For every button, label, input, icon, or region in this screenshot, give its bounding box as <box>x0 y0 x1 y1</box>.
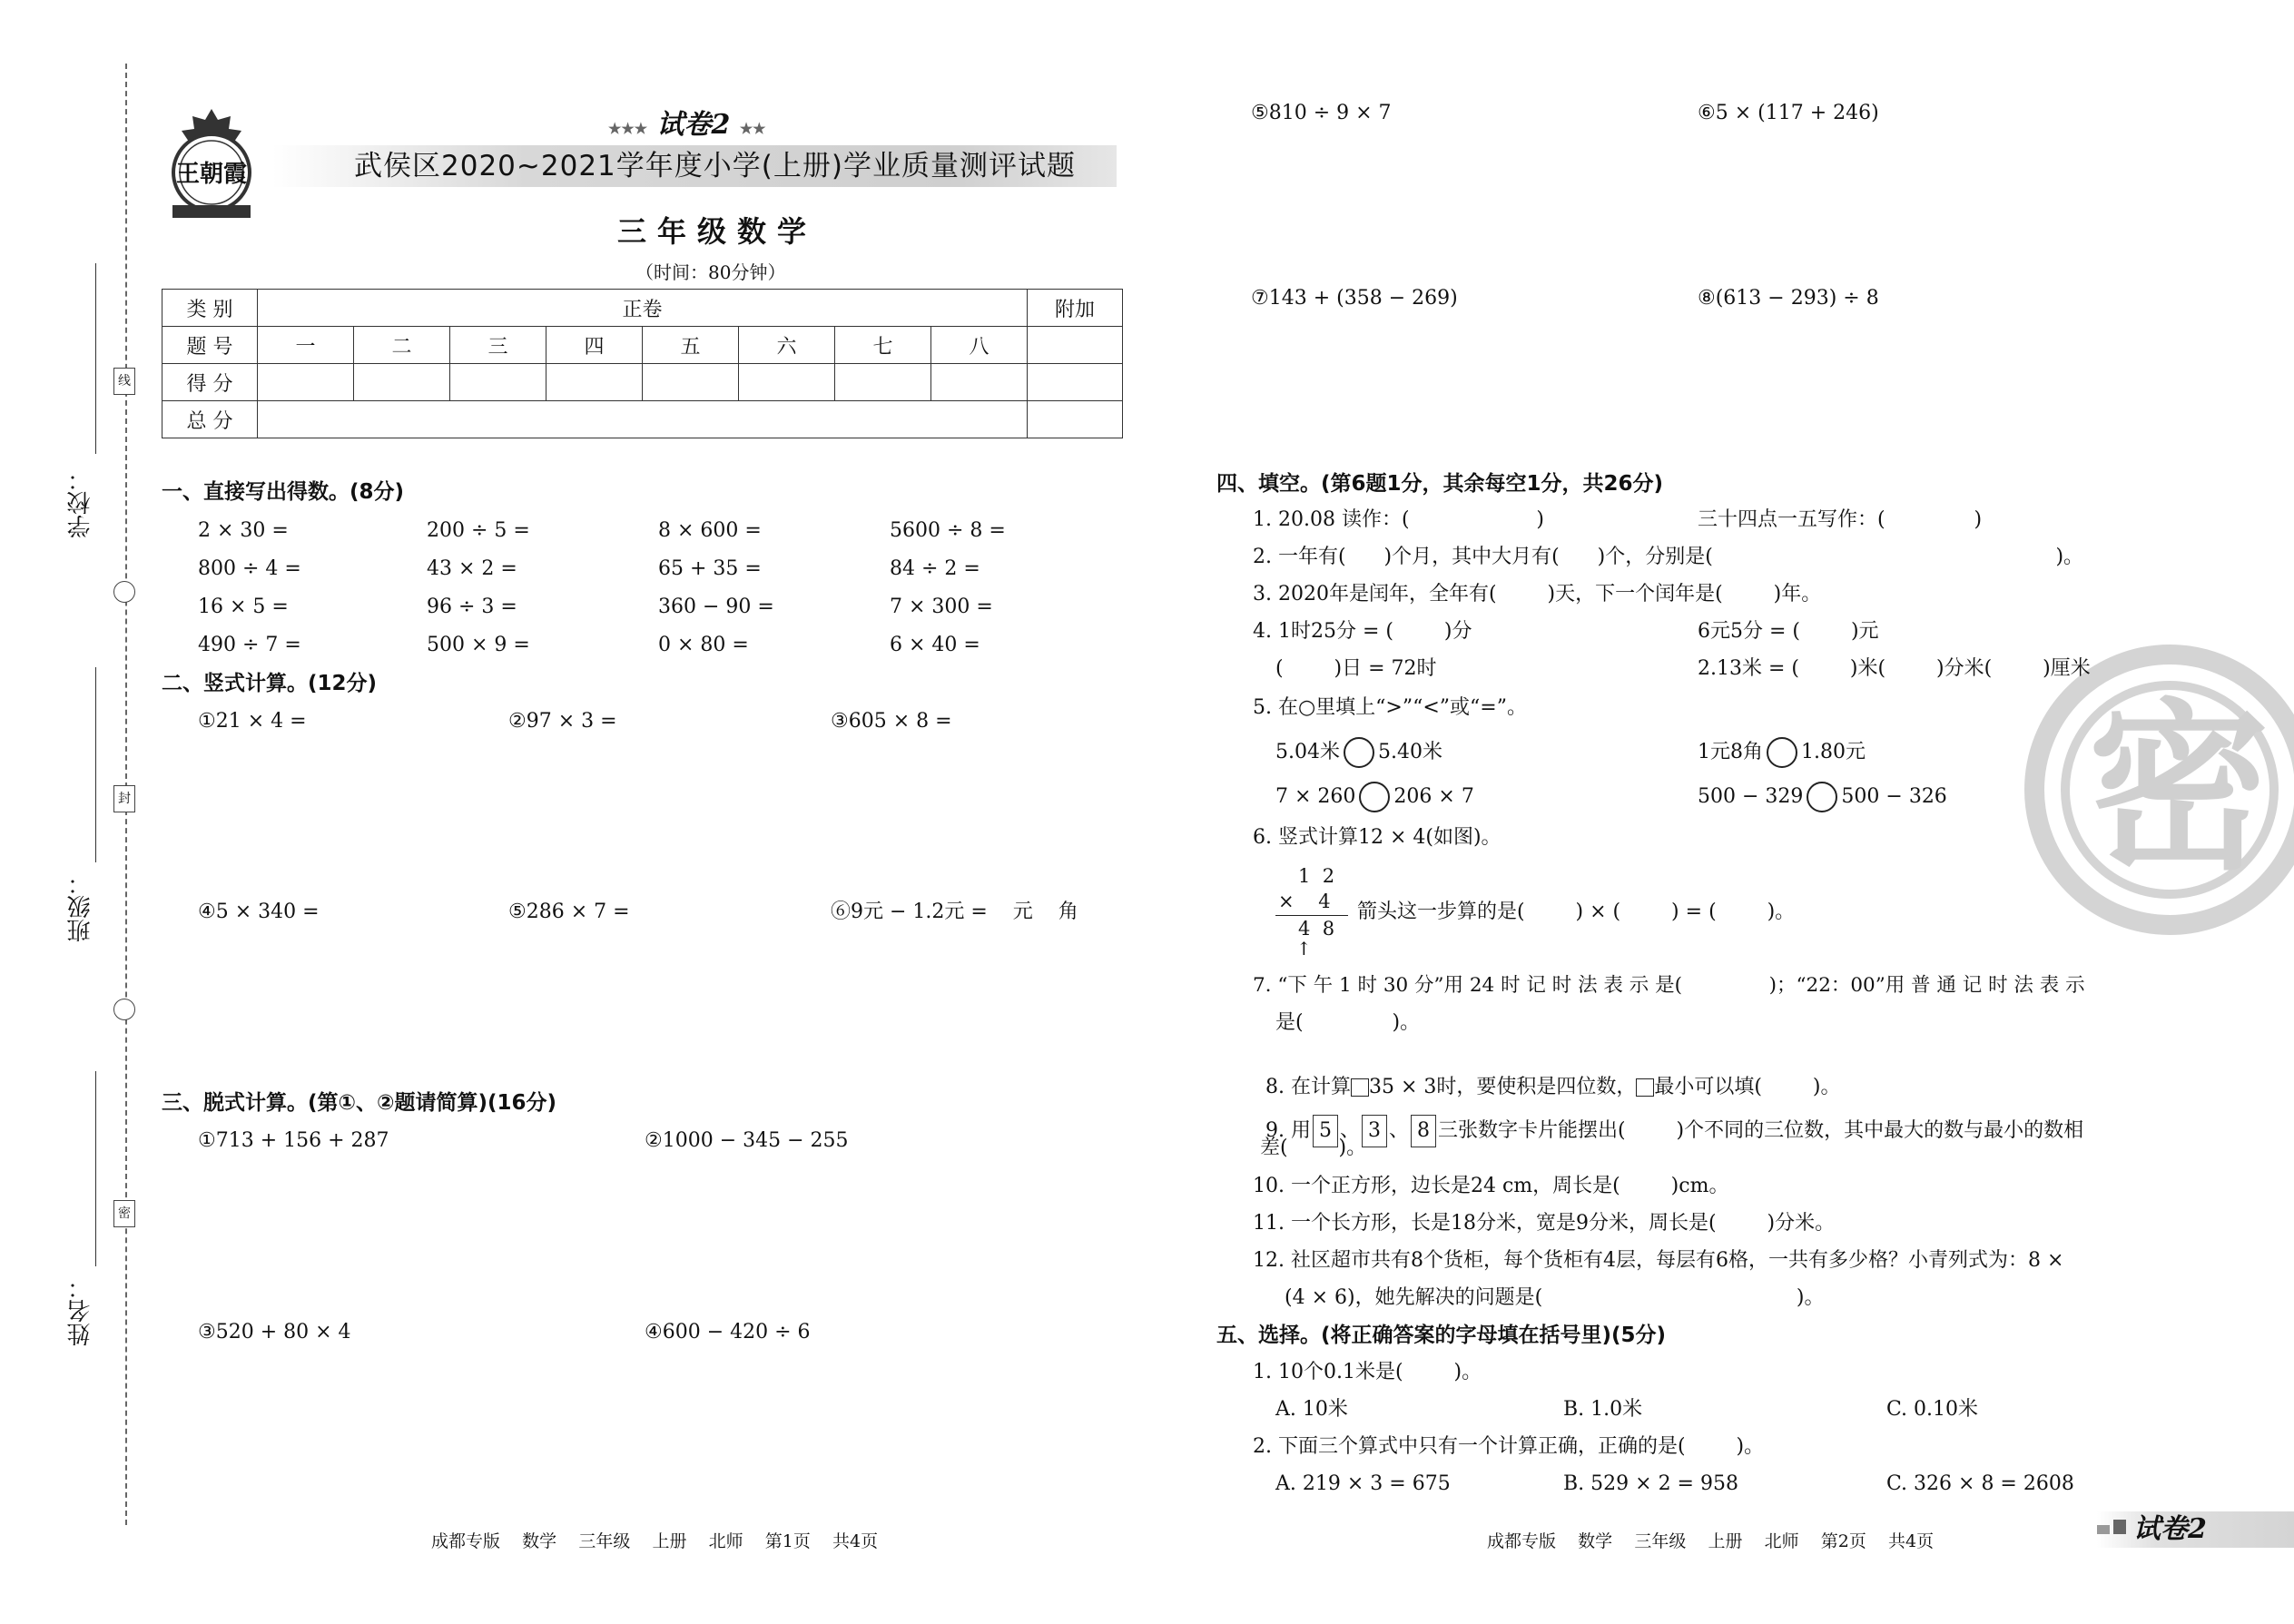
class-label: 班级： <box>67 871 94 942</box>
oral-question: 96 ÷ 3 = <box>427 595 517 618</box>
compare-item <box>1275 737 1442 768</box>
stepwise-calc-item: ⑦143 + (358 − 269) <box>1251 287 1458 310</box>
fill-question: 10. 一个正方形，边长是24 cm，周长是( )cm。 <box>1253 1175 1729 1197</box>
score-table-cell[interactable] <box>1028 401 1123 438</box>
score-table-number: 二 <box>354 327 450 364</box>
compare-item <box>1275 782 1474 812</box>
arrow-icon: ↑ <box>1296 938 1312 960</box>
q9-sep: 、 <box>1389 1119 1410 1142</box>
vertical-calc-top: 1 2 <box>1298 865 1335 887</box>
score-table-cell <box>1028 327 1123 364</box>
exam-tag: 试卷2 <box>2133 1513 2207 1545</box>
score-table-number: 五 <box>643 327 739 364</box>
score-table-cell[interactable] <box>354 364 450 401</box>
fill-question: 箭头这一步算的是( ) × ( ) = ( )。 <box>1357 901 1796 923</box>
choice-option: C. 326 × 8 = 2608 <box>1886 1472 2074 1495</box>
fill-question: 2. 一年有( )个月，其中大月有( )个，分别是( )。 <box>1253 546 2084 568</box>
score-table-number: 三 <box>450 327 546 364</box>
score-table-cell[interactable] <box>1028 364 1123 401</box>
score-table <box>162 289 1123 438</box>
margin-box-xian: 线 <box>113 368 135 395</box>
compare-item <box>1698 782 1947 812</box>
class-fill-line <box>95 667 96 862</box>
svg-text:王朝霞: 王朝霞 <box>175 161 248 188</box>
score-table-category-label: 类 别 <box>162 290 258 327</box>
margin-box-feng: 封 <box>113 785 135 812</box>
fill-question: 2.13米 = ( )米( )分米( )厘米 <box>1698 657 2091 680</box>
q9-post: 三张数字卡片能摆出( )个不同的三位数，其中最大的数与最小的数相 <box>1438 1119 2084 1142</box>
fill-question: 1. 20.08 读作：( ) <box>1253 508 1544 531</box>
oral-question: 16 × 5 = <box>198 595 289 618</box>
compare-left: 7 × 260 <box>1275 785 1356 808</box>
choice-option: A. 219 × 3 = 675 <box>1275 1472 1451 1495</box>
fill-question: 6. 竖式计算12 × 4(如图)。 <box>1253 826 1501 849</box>
subject-title: 三年级数学 <box>617 214 818 249</box>
stepwise-calc-item: ③520 + 80 × 4 <box>198 1321 351 1343</box>
oral-question: 6 × 40 = <box>890 634 980 656</box>
q9-sep: 、 <box>1339 1119 1360 1142</box>
oral-question: 8 × 600 = <box>658 519 762 542</box>
school-fill-line <box>95 263 96 454</box>
compare-circle[interactable] <box>1344 737 1374 768</box>
series-label: ★★★ 试卷2 ★★ <box>608 109 766 141</box>
oral-question: 7 × 300 = <box>890 595 993 618</box>
score-table-cell[interactable] <box>835 364 931 401</box>
compare-right: 206 × 7 <box>1393 785 1474 808</box>
score-table-total-label: 总 分 <box>162 401 258 438</box>
fill-question: 5. 在○里填上“>”“<”或“=”。 <box>1253 696 1527 719</box>
fill-question: 三十四点一五写作：( ) <box>1698 508 1983 531</box>
choice-question: 2. 下面三个算式中只有一个计算正确，正确的是( )。 <box>1253 1435 1765 1458</box>
name-label: 姓名： <box>67 1275 94 1346</box>
name-fill-line <box>95 1071 96 1266</box>
oral-question: 5600 ÷ 8 = <box>890 519 1006 542</box>
choice-option: B. 529 × 2 = 958 <box>1563 1472 1738 1495</box>
score-table-extra-label: 附加 <box>1028 290 1123 327</box>
oral-question: 65 + 35 = <box>658 557 762 580</box>
fill-question: 是( )。 <box>1275 1011 1421 1034</box>
section3-title: 三、脱式计算。(第①、②题请简算)(16分) <box>162 1091 557 1115</box>
stepwise-calc-item: ④600 − 420 ÷ 6 <box>645 1321 811 1343</box>
q8-end: 最小可以填( )。 <box>1654 1076 1841 1098</box>
vertical-calc-item: ③605 × 8 = <box>831 710 952 733</box>
section4-title: 四、填空。(第6题1分，其余每空1分，共26分) <box>1216 472 1664 496</box>
q9-pre: 9. 用 <box>1265 1119 1311 1142</box>
stepwise-calc-item: ⑧(613 − 293) ÷ 8 <box>1698 287 1879 310</box>
digit-card: 3 <box>1362 1115 1387 1147</box>
score-table-cell[interactable] <box>931 364 1028 401</box>
fill-question: ( )日 = 72时 <box>1275 657 1437 680</box>
margin-circle-2 <box>113 999 135 1020</box>
tag-block-icon <box>2097 1525 2110 1534</box>
score-table-number: 七 <box>835 327 931 364</box>
fill-question: 4. 1时25分 = ( )分 <box>1253 620 1472 643</box>
compare-right: 1.80元 <box>1801 741 1866 763</box>
stepwise-calc-item: ⑤810 ÷ 9 × 7 <box>1251 102 1392 124</box>
oral-question: 360 − 90 = <box>658 595 774 618</box>
vertical-calc-item: ④5 × 340 = <box>198 901 320 923</box>
fill-question: (4 × 6)，她先解决的问题是( )。 <box>1285 1286 1825 1309</box>
section1-title: 一、直接写出得数。(8分) <box>162 480 405 504</box>
compare-circle[interactable] <box>1807 782 1837 812</box>
choice-option: A. 10米 <box>1275 1398 1348 1421</box>
oral-question: 490 ÷ 7 = <box>198 634 301 656</box>
exam-title: 武侯区2020~2021学年度小学(上册)学业质量测评试题 <box>354 150 1076 182</box>
oral-question: 84 ÷ 2 = <box>890 557 980 580</box>
margin-circle-1 <box>113 581 135 603</box>
score-table-number: 八 <box>931 327 1028 364</box>
oral-question: 500 × 9 = <box>427 634 530 656</box>
vertical-calc-item: ①21 × 4 = <box>198 710 307 733</box>
score-table-number: 六 <box>739 327 835 364</box>
vertical-calc-item: ⑥9元 − 1.2元 = 元 角 <box>831 901 1078 923</box>
time-limit: （时间：80分钟） <box>635 261 786 283</box>
fill-question: 7. “下 午 1 时 30 分”用 24 时 记 时 法 表 示 是( )；“22：00”用 普 通 记 时 法 表 示 <box>1253 974 2085 997</box>
compare-right: 500 − 326 <box>1841 785 1947 808</box>
margin-box-mi: 密 <box>113 1200 135 1227</box>
digit-card: 8 <box>1411 1115 1436 1147</box>
compare-right: 5.40米 <box>1378 741 1442 763</box>
vertical-calc-result: 4 8 <box>1298 918 1335 940</box>
oral-question: 800 ÷ 4 = <box>198 557 301 580</box>
score-table-number: 一 <box>258 327 354 364</box>
q8-pre: 8. 在计算 <box>1265 1076 1351 1098</box>
score-table-cell[interactable] <box>450 364 546 401</box>
score-table-main-label: 正卷 <box>258 290 1028 327</box>
oral-question: 2 × 30 = <box>198 519 289 542</box>
fill-question: 12. 社区超市共有8个货柜，每个货柜有4层，每层有6格，一共有多少格？小青列式为：8 × <box>1253 1249 2064 1272</box>
school-label: 学校： <box>67 468 94 538</box>
digit-card: 5 <box>1313 1115 1338 1147</box>
compare-item <box>1698 737 1866 768</box>
oral-question: 43 × 2 = <box>427 557 517 580</box>
score-table-cell[interactable] <box>739 364 835 401</box>
stepwise-calc-item: ②1000 − 345 − 255 <box>645 1129 849 1152</box>
score-table-cell[interactable] <box>643 364 739 401</box>
score-table-cell[interactable] <box>546 364 643 401</box>
vertical-calc-item: ②97 × 3 = <box>508 710 617 733</box>
compare-circle[interactable] <box>1767 737 1797 768</box>
score-table-cell[interactable] <box>258 364 354 401</box>
score-table-number: 四 <box>546 327 643 364</box>
fill-question <box>1253 1088 2083 1147</box>
vertical-calc-multiplier: × 4 <box>1278 891 1331 912</box>
compare-left: 500 − 329 <box>1698 785 1804 808</box>
oral-question: 200 ÷ 5 = <box>427 519 530 542</box>
score-table-score-label: 得 分 <box>162 364 258 401</box>
section2-title: 二、竖式计算。(12分) <box>162 672 378 695</box>
oral-question: 0 × 80 = <box>658 634 749 656</box>
choice-option: C. 0.10米 <box>1886 1398 1979 1421</box>
fill-question: 11. 一个长方形，长是18分米，宽是9分米，周长是( )分米。 <box>1253 1212 1836 1235</box>
seal-watermark-char: 密 <box>2088 684 2270 895</box>
stepwise-calc-item: ①713 + 156 + 287 <box>198 1129 389 1152</box>
choice-question: 1. 10个0.1米是( )。 <box>1253 1361 1482 1383</box>
compare-left: 5.04米 <box>1275 741 1340 763</box>
stepwise-calc-item: ⑥5 × (117 + 246) <box>1698 102 1879 124</box>
section5-title: 五、选择。(将正确答案的字母填在括号里)(5分) <box>1216 1324 1667 1347</box>
compare-left: 1元8角 <box>1698 741 1763 763</box>
vertical-calc-item: ⑤286 × 7 = <box>508 901 630 923</box>
footer-left: 成都专版 数学 三年级 上册 北师 第1页 共4页 <box>431 1531 879 1551</box>
q8-post: 35 × 3时，要使积是四位数， <box>1368 1076 1637 1098</box>
footer-right: 成都专版 数学 三年级 上册 北师 第2页 共4页 <box>1487 1531 1935 1551</box>
score-table-total-cell[interactable] <box>258 401 1028 438</box>
choice-option: B. 1.0米 <box>1563 1398 1643 1421</box>
fill-question: 3. 2020年是闰年，全年有( )天，下一个闰年是( )年。 <box>1253 583 1822 605</box>
compare-circle[interactable] <box>1359 782 1390 812</box>
tag-block-icon <box>2113 1520 2126 1534</box>
logo-emblem <box>162 107 261 225</box>
score-table-number-label: 题 号 <box>162 327 258 364</box>
fill-question: 差( )。 <box>1260 1137 1367 1159</box>
fill-question: 6元5分 = ( )元 <box>1698 620 1879 643</box>
